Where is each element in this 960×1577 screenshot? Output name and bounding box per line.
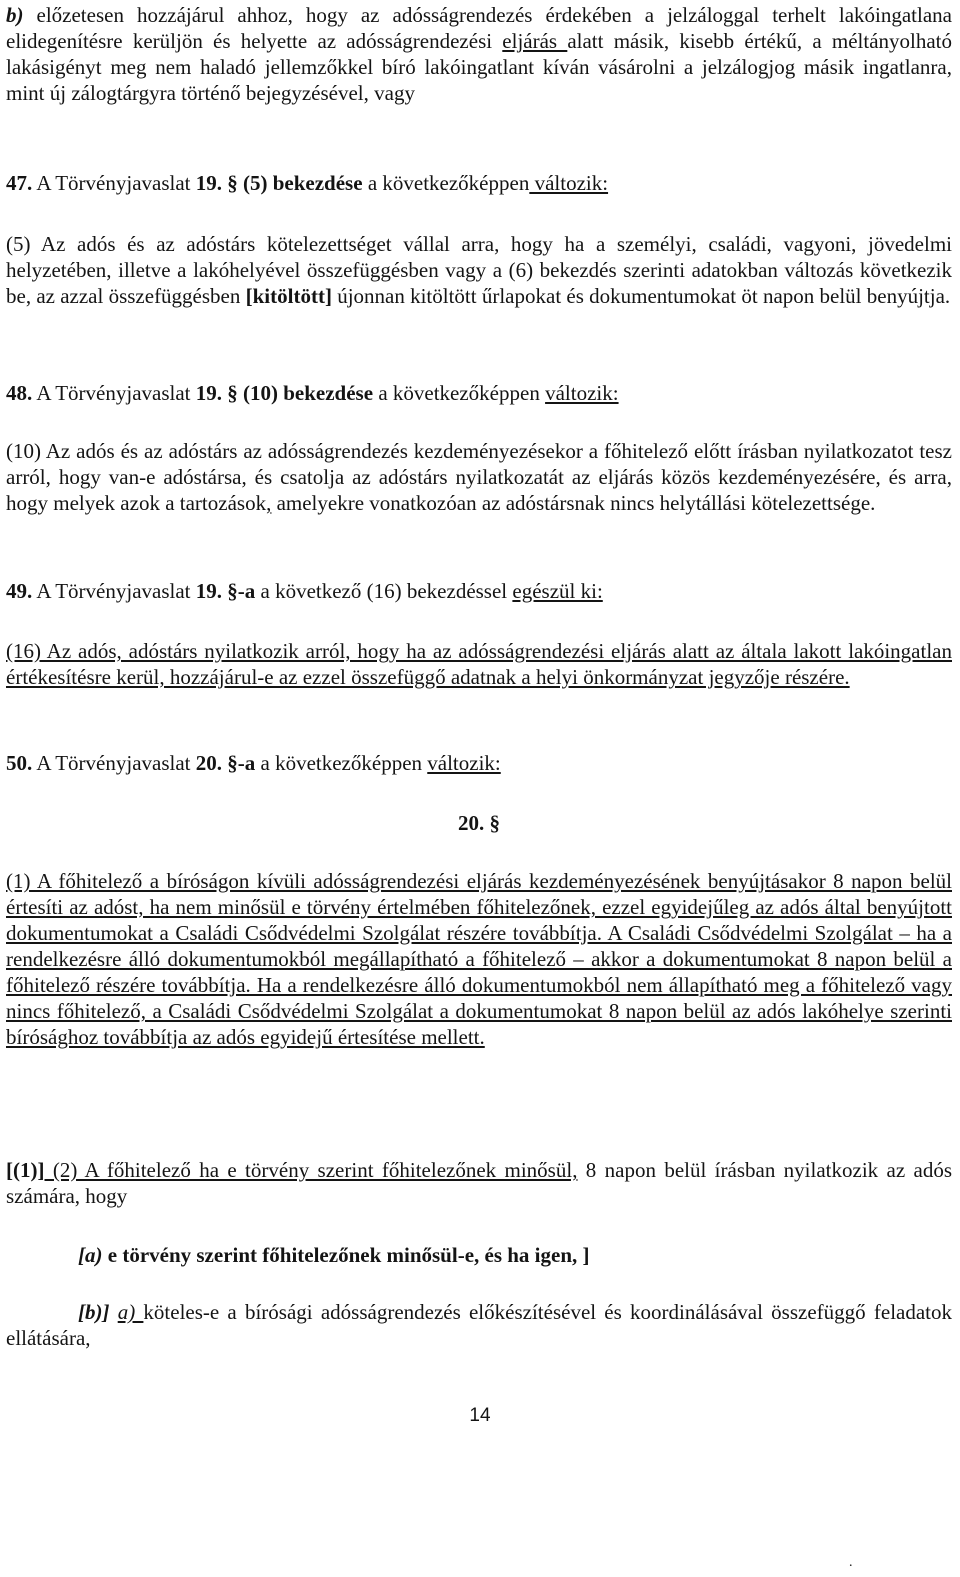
text: a következő (16) bekezdéssel xyxy=(255,579,513,603)
text: köteles-e a bírósági adósságrendezés előkészítésével és koordinálásával összefüggő feladatok ellátására, xyxy=(6,1300,952,1350)
section-reference: 19. §-a xyxy=(195,579,256,603)
paragraph-20-1 xyxy=(6,868,952,1050)
amendment-number: 47. xyxy=(6,171,33,195)
point-b xyxy=(6,1299,952,1351)
deleted-text: [kitöltött] xyxy=(245,284,332,308)
section-title xyxy=(6,810,952,836)
text: amelyekre vonatkozóan az adóstársnak nincs helytállási kötelezettsége. xyxy=(271,491,876,515)
underlined-text: változik: xyxy=(529,171,609,195)
page-number: 14 xyxy=(469,1405,491,1426)
amendment-number: 49. xyxy=(6,579,33,603)
amendment-heading-49 xyxy=(6,578,952,604)
paragraph-10 xyxy=(6,438,952,516)
item-label: [b)] xyxy=(78,1300,110,1324)
text: A Törvényjavaslat xyxy=(32,381,196,405)
text: A Törvényjavaslat xyxy=(32,751,196,775)
section-number: 20. § xyxy=(458,811,500,835)
text: A Törvényjavaslat xyxy=(32,579,196,603)
text: a következőképpen xyxy=(255,751,428,775)
underlined-text: egészül ki: xyxy=(512,579,603,603)
deleted-text: e törvény szerint főhitelezőnek minősül-e, és ha igen, ] xyxy=(102,1243,590,1267)
item-label: [a) xyxy=(78,1243,103,1267)
amendment-heading-47 xyxy=(6,170,952,196)
inserted-text: a) xyxy=(117,1300,144,1324)
underlined-text: , xyxy=(266,491,272,515)
paragraph-b xyxy=(6,2,952,106)
text: 8 napon belül írásban nyilatkozik az adós számára, hogy xyxy=(6,1158,953,1208)
amendment-number: 48. xyxy=(6,381,33,405)
item-label-b: b) xyxy=(6,3,24,27)
text: alatt másik, kisebb értékű, a méltányolható lakásigényt meg nem haladó jellemzőkkel bíró lakóingatlant kíván vásárolni a jelzálogjog másik ingatlanra, mint új zálogtárgyra történő bejegyzésével, vagy xyxy=(6,29,953,105)
point-a xyxy=(6,1242,952,1268)
underlined-text: változik: xyxy=(427,751,501,775)
section-reference: 19. § (10) bekezdése xyxy=(195,381,374,405)
text: (10) Az adós és az adóstárs az adósságrendezés kezdeményezésekor a főhitelező előtt írásban nyilatkozatot tesz arról, hogy van-e adóstársa, és csatolja az adóstárs nyilatkozatát az eljárás közös kezdeményezésére, és arra, hogy melyek azok a tartozások xyxy=(6,439,952,515)
amendment-heading-50 xyxy=(6,750,952,776)
text: újonnan kitöltött űrlapokat és dokumentumokat öt napon belül benyújtja. xyxy=(331,284,951,308)
paragraph-20-2 xyxy=(6,1157,952,1209)
text: előzetesen hozzájárul ahhoz, hogy az adósságrendezés érdekében a jelzáloggal terhelt lakóingatlana elidegenítésre kerüljön és helyette az adósságrendezési xyxy=(6,3,952,53)
inserted-text: (16) Az adós, adóstárs nyilatkozik arról, hogy ha az adósságrendezési eljárás alatt az általa lakott lakóingatlan értékesítésre kerül, hozzájárul-e az ezzel összefüggő adatnak a helyi önkormányzat jegyzője részére. xyxy=(6,639,952,689)
amendment-heading-48 xyxy=(6,380,952,406)
stray-mark: . xyxy=(849,1555,853,1570)
text: A Törvényjavaslat xyxy=(32,171,196,195)
section-reference: 19. § (5) bekezdése xyxy=(195,171,363,195)
inserted-text: (1) A főhitelező a bíróságon kívüli adósságrendezési eljárás kezdeményezésének benyújtásakor 8 napon belül értesíti az adóst, ha nem minősül e törvény értelmében főhitelezőnek, ezzel egyidejűleg az adós által benyújtott dokumentumokat a Családi Csődvédelmi Szolgálat részére továbbítja. A Családi Csődvédelmi Szolgálat – ha a rendelkezésre álló dokumentumokból megállapítható a főhitelező – akkor a dokumentumokat 8 napon belül a főhitelező részére továbbítja. Ha a rendelkezésre álló dokumentumokból nem állapítható meg a főhitelező vagy nincs főhitelező, a Családi Csődvédelmi Szolgálat a dokumentumokat 8 napon belül az adós lakóhelye szerinti bírósághoz továbbítja az adós egyidejű értesítése mellett. xyxy=(6,869,952,1049)
underlined-text: változik: xyxy=(545,381,619,405)
paragraph-5 xyxy=(6,231,952,309)
deleted-text: [(1)] xyxy=(6,1158,45,1182)
underlined-text: eljárás xyxy=(502,29,568,53)
text: a következőképpen xyxy=(373,381,546,405)
text: a következőképpen xyxy=(362,171,530,195)
paragraph-16 xyxy=(6,638,952,690)
section-reference: 20. §-a xyxy=(195,751,256,775)
text: (5) Az adós és az adóstárs kötelezettséget vállal arra, hogy ha a személyi, családi, vagyoni, jövedelmi helyzetében, illetve a lakóhelyével összefüggésben vagy a (6) bekezdés szerinti adatokban változás következik be, az azzal összefüggésben xyxy=(6,232,952,308)
inserted-text: (2) A főhitelező ha e törvény szerint főhitelezőnek minősül, xyxy=(44,1158,578,1182)
amendment-number: 50. xyxy=(6,751,33,775)
